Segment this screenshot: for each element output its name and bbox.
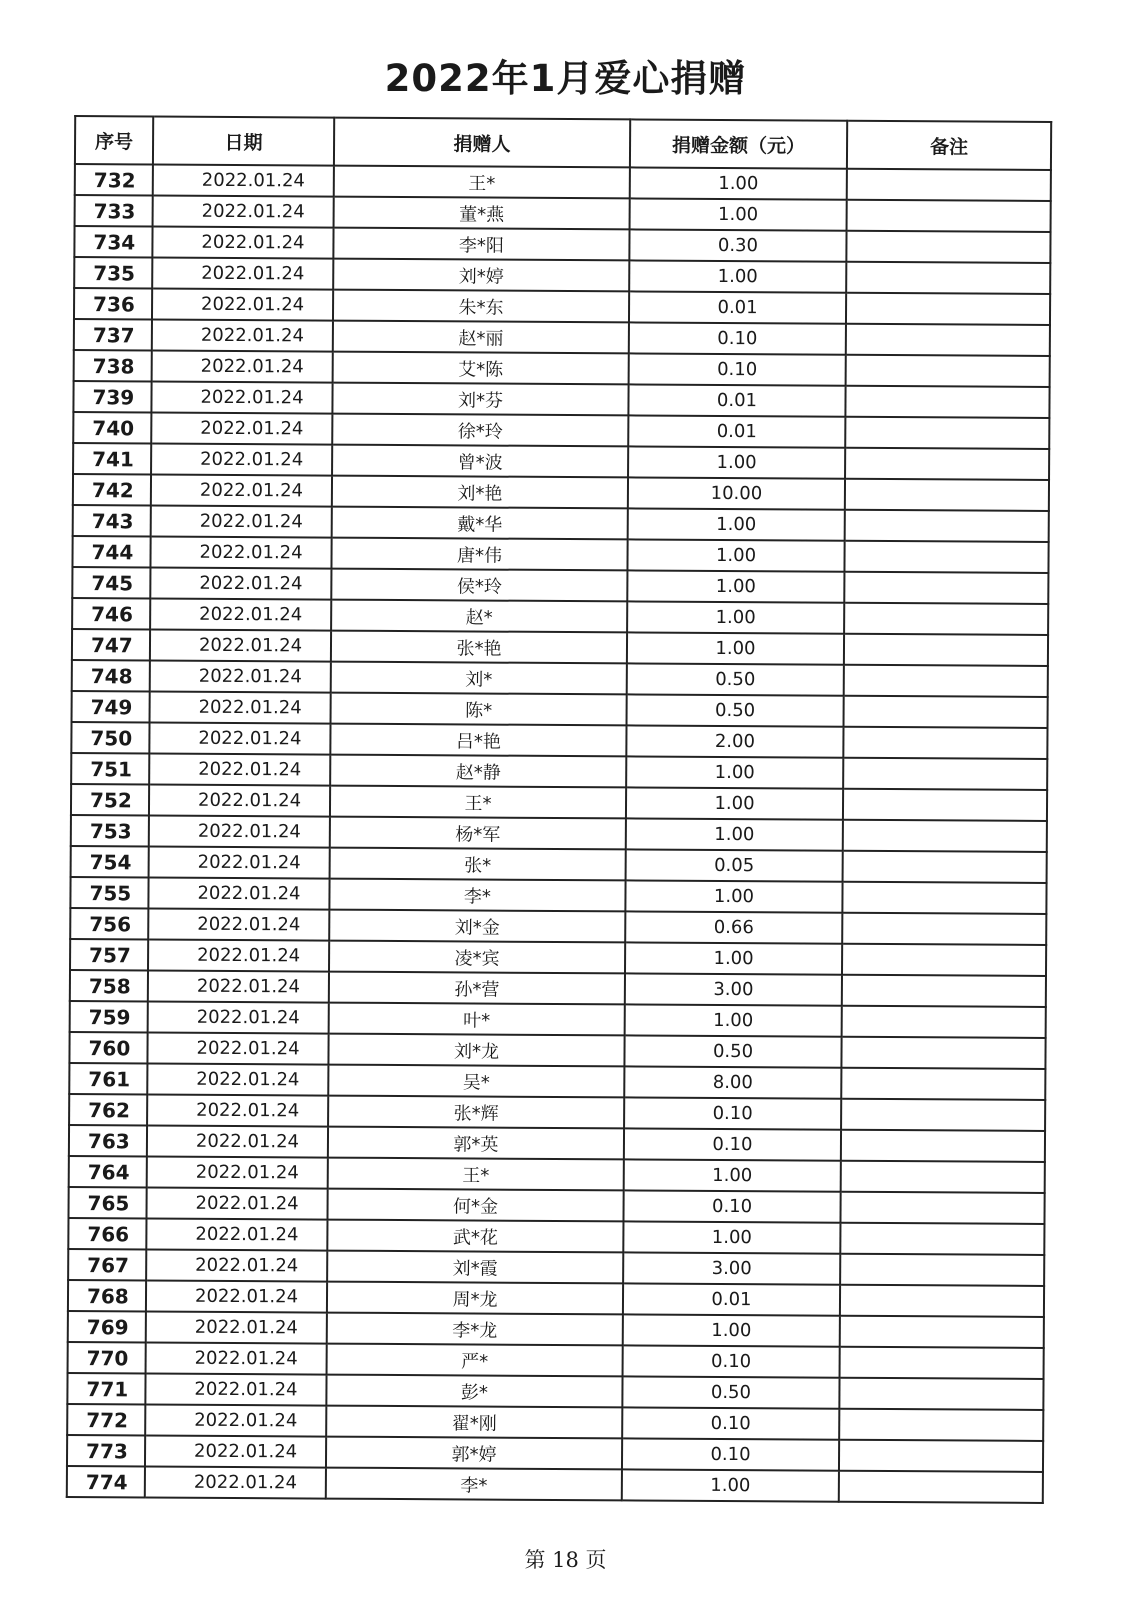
donor-cell: 徐*玲 bbox=[332, 414, 628, 447]
date-cell: 2022.01.24 bbox=[150, 660, 331, 692]
amount-cell: 0.50 bbox=[627, 694, 844, 726]
date-cell: 2022.01.24 bbox=[147, 1125, 328, 1157]
amount-cell: 1.00 bbox=[627, 570, 844, 602]
note-cell bbox=[839, 1471, 1043, 1503]
serial-number-cell: 744 bbox=[72, 536, 150, 567]
date-cell: 2022.01.24 bbox=[148, 939, 329, 971]
serial-number-cell: 757 bbox=[70, 939, 148, 970]
serial-number-cell: 759 bbox=[70, 1001, 148, 1032]
date-cell: 2022.01.24 bbox=[152, 351, 333, 383]
amount-cell: 0.10 bbox=[622, 1407, 839, 1439]
serial-number-cell: 758 bbox=[70, 970, 148, 1001]
date-cell: 2022.01.24 bbox=[150, 691, 331, 723]
donor-cell: 张*辉 bbox=[328, 1096, 624, 1129]
note-cell bbox=[844, 696, 1048, 728]
header-donor: 捐赠人 bbox=[334, 118, 630, 168]
serial-number-cell: 764 bbox=[69, 1156, 147, 1187]
note-cell bbox=[841, 1068, 1045, 1100]
note-cell bbox=[842, 1006, 1046, 1038]
serial-number-cell: 751 bbox=[71, 753, 149, 784]
note-cell bbox=[845, 510, 1049, 542]
note-cell bbox=[840, 1192, 1044, 1224]
note-cell bbox=[840, 1316, 1044, 1348]
donor-cell: 张* bbox=[330, 848, 626, 881]
serial-number-cell: 743 bbox=[73, 505, 151, 536]
amount-cell: 0.10 bbox=[629, 322, 846, 354]
date-cell: 2022.01.24 bbox=[149, 815, 330, 847]
date-cell: 2022.01.24 bbox=[153, 165, 334, 197]
serial-number-cell: 756 bbox=[70, 908, 148, 939]
note-cell bbox=[844, 634, 1048, 666]
donor-cell: 周*龙 bbox=[327, 1282, 623, 1315]
amount-cell: 0.50 bbox=[624, 1035, 841, 1067]
date-cell: 2022.01.24 bbox=[148, 970, 329, 1002]
donor-cell: 唐*伟 bbox=[331, 538, 627, 571]
note-cell bbox=[840, 1347, 1044, 1379]
amount-cell: 0.30 bbox=[629, 229, 846, 261]
date-cell: 2022.01.24 bbox=[152, 289, 333, 321]
note-cell bbox=[841, 1099, 1045, 1131]
donor-cell: 何*金 bbox=[327, 1189, 623, 1222]
donor-cell: 王* bbox=[328, 1158, 624, 1191]
date-cell: 2022.01.24 bbox=[149, 753, 330, 785]
amount-cell: 1.00 bbox=[626, 787, 843, 819]
note-cell bbox=[839, 1440, 1043, 1472]
amount-cell: 8.00 bbox=[624, 1066, 841, 1098]
serial-number-cell: 733 bbox=[75, 195, 153, 226]
amount-cell: 1.00 bbox=[630, 167, 847, 199]
amount-cell: 1.00 bbox=[623, 1221, 840, 1253]
date-cell: 2022.01.24 bbox=[152, 227, 333, 259]
serial-number-cell: 750 bbox=[71, 722, 149, 753]
header-serial-number: 序号 bbox=[75, 116, 153, 164]
donor-cell: 戴*华 bbox=[332, 507, 628, 540]
note-cell bbox=[840, 1254, 1044, 1286]
amount-cell: 0.10 bbox=[624, 1097, 841, 1129]
serial-number-cell: 753 bbox=[71, 815, 149, 846]
note-cell bbox=[844, 603, 1048, 635]
note-cell bbox=[844, 665, 1048, 697]
date-cell: 2022.01.24 bbox=[146, 1280, 327, 1312]
amount-cell: 10.00 bbox=[628, 477, 845, 509]
date-cell: 2022.01.24 bbox=[149, 784, 330, 816]
donor-cell: 赵*丽 bbox=[333, 321, 629, 354]
note-cell bbox=[844, 572, 1048, 604]
amount-cell: 0.10 bbox=[623, 1345, 840, 1377]
date-cell: 2022.01.24 bbox=[145, 1373, 326, 1405]
note-cell bbox=[841, 1161, 1045, 1193]
amount-cell: 1.00 bbox=[623, 1314, 840, 1346]
amount-cell: 1.00 bbox=[624, 1159, 841, 1191]
donor-cell: 陈* bbox=[331, 693, 627, 726]
amount-cell: 1.00 bbox=[627, 539, 844, 571]
donor-cell: 吴* bbox=[328, 1065, 624, 1098]
serial-number-cell: 736 bbox=[74, 288, 152, 319]
amount-cell: 1.00 bbox=[625, 880, 842, 912]
note-cell bbox=[846, 355, 1050, 387]
note-cell bbox=[841, 1130, 1045, 1162]
date-cell: 2022.01.24 bbox=[146, 1249, 327, 1281]
serial-number-cell: 740 bbox=[73, 412, 151, 443]
note-cell bbox=[840, 1285, 1044, 1317]
donor-cell: 孙*营 bbox=[329, 972, 625, 1005]
note-cell bbox=[846, 324, 1050, 356]
serial-number-cell: 755 bbox=[70, 877, 148, 908]
date-cell: 2022.01.24 bbox=[146, 1311, 327, 1343]
serial-number-cell: 741 bbox=[73, 443, 151, 474]
amount-cell: 1.00 bbox=[626, 756, 843, 788]
note-cell bbox=[847, 200, 1051, 232]
amount-cell: 1.00 bbox=[622, 1469, 839, 1501]
date-cell: 2022.01.24 bbox=[150, 598, 331, 630]
amount-cell: 0.10 bbox=[624, 1128, 841, 1160]
date-cell: 2022.01.24 bbox=[151, 475, 332, 507]
note-cell bbox=[847, 169, 1051, 201]
serial-number-cell: 734 bbox=[74, 226, 152, 257]
amount-cell: 0.50 bbox=[627, 663, 844, 695]
date-cell: 2022.01.24 bbox=[146, 1342, 327, 1374]
serial-number-cell: 774 bbox=[67, 1466, 145, 1497]
date-cell: 2022.01.24 bbox=[149, 846, 330, 878]
donor-cell: 李*阳 bbox=[333, 228, 629, 261]
serial-number-cell: 732 bbox=[75, 164, 153, 195]
amount-cell: 0.50 bbox=[622, 1376, 839, 1408]
amount-cell: 0.10 bbox=[622, 1438, 839, 1470]
donor-cell: 张*艳 bbox=[331, 631, 627, 664]
note-cell bbox=[845, 417, 1049, 449]
donor-cell: 曾*波 bbox=[332, 445, 628, 478]
serial-number-cell: 739 bbox=[73, 381, 151, 412]
serial-number-cell: 773 bbox=[67, 1435, 145, 1466]
date-cell: 2022.01.24 bbox=[146, 1187, 327, 1219]
note-cell bbox=[846, 262, 1050, 294]
serial-number-cell: 738 bbox=[74, 350, 152, 381]
serial-number-cell: 760 bbox=[69, 1032, 147, 1063]
donor-cell: 杨*军 bbox=[330, 817, 626, 850]
donor-cell: 赵*静 bbox=[330, 755, 626, 788]
donor-cell: 严* bbox=[327, 1344, 623, 1377]
note-cell bbox=[841, 1037, 1045, 1069]
date-cell: 2022.01.24 bbox=[151, 444, 332, 476]
donor-cell: 郭*英 bbox=[328, 1127, 624, 1160]
date-cell: 2022.01.24 bbox=[148, 1001, 329, 1033]
donor-cell: 翟*刚 bbox=[326, 1406, 622, 1439]
donor-cell: 彭* bbox=[326, 1375, 622, 1408]
note-cell bbox=[843, 820, 1047, 852]
serial-number-cell: 745 bbox=[72, 567, 150, 598]
amount-cell: 0.01 bbox=[628, 415, 845, 447]
date-cell: 2022.01.24 bbox=[150, 629, 331, 661]
donor-cell: 李* bbox=[329, 879, 625, 912]
donor-cell: 董*燕 bbox=[334, 197, 630, 230]
note-cell bbox=[844, 541, 1048, 573]
serial-number-cell: 742 bbox=[73, 474, 151, 505]
amount-cell: 1.00 bbox=[628, 508, 845, 540]
serial-number-cell: 737 bbox=[74, 319, 152, 350]
note-cell bbox=[845, 448, 1049, 480]
amount-cell: 0.01 bbox=[629, 291, 846, 323]
amount-cell: 0.10 bbox=[629, 353, 846, 385]
date-cell: 2022.01.24 bbox=[148, 908, 329, 940]
donor-cell: 艾*陈 bbox=[333, 352, 629, 385]
date-cell: 2022.01.24 bbox=[150, 567, 331, 599]
date-cell: 2022.01.24 bbox=[145, 1435, 326, 1467]
amount-cell: 1.00 bbox=[627, 632, 844, 664]
amount-cell: 0.66 bbox=[625, 911, 842, 943]
donor-cell: 叶* bbox=[329, 1003, 625, 1036]
donor-cell: 朱*东 bbox=[333, 290, 629, 323]
serial-number-cell: 746 bbox=[72, 598, 150, 629]
header-amount: 捐赠金额（元） bbox=[630, 119, 847, 168]
date-cell: 2022.01.24 bbox=[151, 413, 332, 445]
amount-cell: 0.01 bbox=[623, 1283, 840, 1315]
donor-cell: 赵* bbox=[331, 600, 627, 633]
serial-number-cell: 749 bbox=[72, 691, 150, 722]
serial-number-cell: 735 bbox=[74, 257, 152, 288]
note-cell bbox=[842, 913, 1046, 945]
amount-cell: 0.05 bbox=[626, 849, 843, 881]
note-cell bbox=[846, 231, 1050, 263]
serial-number-cell: 762 bbox=[69, 1094, 147, 1125]
date-cell: 2022.01.24 bbox=[152, 320, 333, 352]
amount-cell: 1.00 bbox=[625, 942, 842, 974]
serial-number-cell: 766 bbox=[68, 1218, 146, 1249]
page-number: 第 18 页 bbox=[524, 1548, 607, 1572]
donor-cell: 刘* bbox=[331, 662, 627, 695]
amount-cell: 1.00 bbox=[627, 601, 844, 633]
serial-number-cell: 765 bbox=[68, 1187, 146, 1218]
serial-number-cell: 754 bbox=[71, 846, 149, 877]
donor-cell: 刘*霞 bbox=[327, 1251, 623, 1284]
donor-cell: 王* bbox=[330, 786, 626, 819]
donor-cell: 刘*婷 bbox=[333, 259, 629, 292]
note-cell bbox=[845, 479, 1049, 511]
amount-cell: 0.01 bbox=[628, 384, 845, 416]
serial-number-cell: 770 bbox=[68, 1342, 146, 1373]
date-cell: 2022.01.24 bbox=[148, 877, 329, 909]
donor-cell: 刘*艳 bbox=[332, 476, 628, 509]
date-cell: 2022.01.24 bbox=[145, 1466, 326, 1498]
amount-cell: 1.00 bbox=[625, 1004, 842, 1036]
note-cell bbox=[846, 293, 1050, 325]
note-cell bbox=[842, 944, 1046, 976]
date-cell: 2022.01.24 bbox=[146, 1218, 327, 1250]
note-cell bbox=[843, 789, 1047, 821]
table-row bbox=[67, 1466, 1043, 1503]
amount-cell: 2.00 bbox=[626, 725, 843, 757]
note-cell bbox=[839, 1409, 1043, 1441]
donor-cell: 李* bbox=[326, 1468, 622, 1501]
serial-number-cell: 748 bbox=[72, 660, 150, 691]
date-cell: 2022.01.24 bbox=[147, 1032, 328, 1064]
note-cell bbox=[843, 727, 1047, 759]
date-cell: 2022.01.24 bbox=[151, 506, 332, 538]
amount-cell: 0.10 bbox=[623, 1190, 840, 1222]
header-note: 备注 bbox=[847, 121, 1051, 170]
serial-number-cell: 772 bbox=[67, 1404, 145, 1435]
donor-cell: 侯*玲 bbox=[331, 569, 627, 602]
amount-cell: 1.00 bbox=[628, 446, 845, 478]
note-cell bbox=[845, 386, 1049, 418]
note-cell bbox=[842, 975, 1046, 1007]
date-cell: 2022.01.24 bbox=[149, 722, 330, 754]
donation-table bbox=[66, 115, 1052, 1504]
note-cell bbox=[842, 882, 1046, 914]
donor-cell: 刘*金 bbox=[329, 910, 625, 943]
donor-cell: 武*花 bbox=[327, 1220, 623, 1253]
date-cell: 2022.01.24 bbox=[145, 1404, 326, 1436]
date-cell: 2022.01.24 bbox=[147, 1063, 328, 1095]
serial-number-cell: 769 bbox=[68, 1311, 146, 1342]
serial-number-cell: 767 bbox=[68, 1249, 146, 1280]
note-cell bbox=[839, 1378, 1043, 1410]
date-cell: 2022.01.24 bbox=[151, 382, 332, 414]
donor-cell: 李*龙 bbox=[327, 1313, 623, 1346]
serial-number-cell: 763 bbox=[69, 1125, 147, 1156]
donor-cell: 吕*艳 bbox=[330, 724, 626, 757]
serial-number-cell: 771 bbox=[67, 1373, 145, 1404]
serial-number-cell: 747 bbox=[72, 629, 150, 660]
date-cell: 2022.01.24 bbox=[150, 537, 331, 569]
table-body bbox=[67, 164, 1051, 1503]
note-cell bbox=[843, 758, 1047, 790]
serial-number-cell: 761 bbox=[69, 1063, 147, 1094]
date-cell: 2022.01.24 bbox=[153, 196, 334, 228]
donor-cell: 刘*龙 bbox=[328, 1034, 624, 1067]
date-cell: 2022.01.24 bbox=[147, 1156, 328, 1188]
date-cell: 2022.01.24 bbox=[147, 1094, 328, 1126]
donor-cell: 王* bbox=[334, 166, 630, 199]
serial-number-cell: 768 bbox=[68, 1280, 146, 1311]
donor-cell: 凌*宾 bbox=[329, 941, 625, 974]
donor-cell: 郭*婷 bbox=[326, 1437, 622, 1470]
serial-number-cell: 752 bbox=[71, 784, 149, 815]
amount-cell: 1.00 bbox=[629, 260, 846, 292]
table-header-row bbox=[75, 116, 1051, 170]
header-date: 日期 bbox=[153, 117, 334, 166]
amount-cell: 3.00 bbox=[625, 973, 842, 1005]
donor-cell: 刘*芬 bbox=[332, 383, 628, 416]
amount-cell: 3.00 bbox=[623, 1252, 840, 1284]
amount-cell: 1.00 bbox=[630, 198, 847, 230]
note-cell bbox=[843, 851, 1047, 883]
amount-cell: 1.00 bbox=[626, 818, 843, 850]
date-cell: 2022.01.24 bbox=[152, 258, 333, 290]
page-title: 2022年1月爱心捐赠 bbox=[384, 57, 747, 100]
note-cell bbox=[840, 1223, 1044, 1255]
